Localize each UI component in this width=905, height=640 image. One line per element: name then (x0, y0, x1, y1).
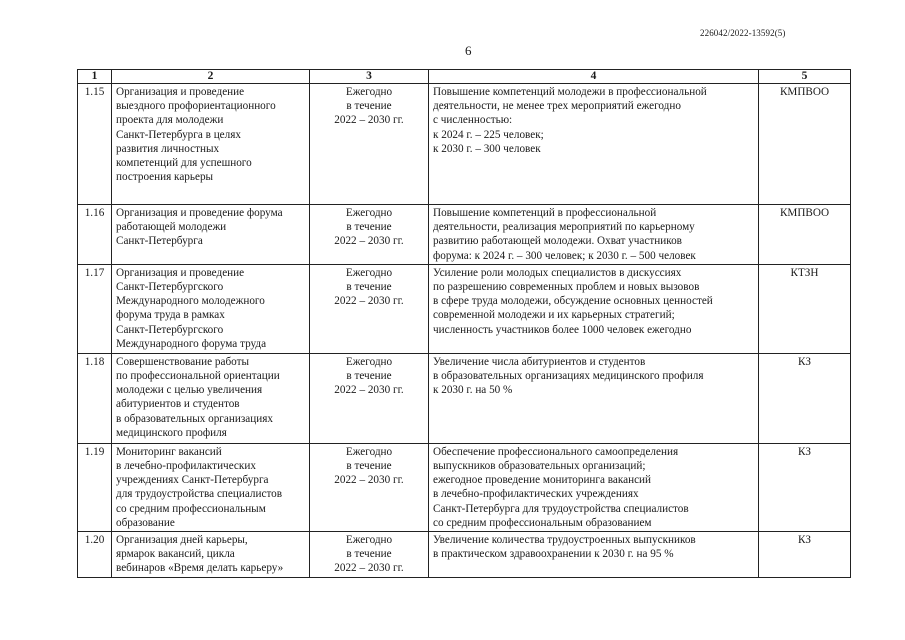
cell-text-line: Ежегодно (345, 445, 393, 458)
table-row (78, 84, 851, 205)
cell-text-line: деятельности, реализация мероприятий по карьерному (433, 221, 695, 234)
executor-cell: КТЗН (759, 264, 851, 353)
cell-text-line: в образовательных организациях медицинского профиля (433, 370, 704, 383)
table-header-row (78, 70, 851, 84)
result-cell (429, 205, 759, 265)
cell-text-line: в течение (346, 460, 392, 473)
term-cell (310, 264, 429, 353)
table-row (78, 532, 851, 578)
cell-text-line: Повышение компетенций в профессиональной (433, 207, 657, 219)
cell-text-line: в течение (346, 548, 392, 561)
cell-text-line: медицинского профиля (116, 426, 227, 439)
table-row (78, 443, 851, 531)
cell-text-line: Международного молодежного (116, 295, 265, 308)
cell-text-line: в сфере труда молодежи, обсуждение основных ценностей (433, 295, 713, 308)
result-cell (429, 264, 759, 353)
cell-text-line: выпускников образовательных организаций; (433, 460, 646, 473)
cell-text-line: учреждениях Санкт-Петербурга (116, 474, 269, 487)
cell-text-line: ярмарок вакансий, цикла (116, 548, 235, 561)
cell-text-line: со средним профессиональным (116, 502, 266, 515)
cell-text-line: Обеспечение профессионального самоопределения (433, 445, 679, 458)
cell-text-line: со средним профессиональным образованием (433, 516, 652, 529)
executor-cell: КЗ (759, 443, 851, 531)
executor-cell: КМПВОО (759, 84, 851, 205)
term-cell (310, 353, 429, 443)
column-header: 3 (310, 70, 429, 84)
executor-cell: КМПВОО (759, 205, 851, 265)
cell-text-line: Ежегодно (345, 355, 393, 368)
activity-cell (112, 532, 310, 578)
cell-text-line: развитию работающей молодежи. Охват участников (433, 235, 682, 248)
cell-text-line: для трудоустройства специалистов (116, 488, 283, 501)
cell-text-line: численность участников более 1000 человек ежегодно (433, 323, 692, 336)
cell-text-line: в течение (346, 221, 392, 234)
table-row (78, 264, 851, 353)
item-number-cell: 1.17 (78, 264, 112, 353)
cell-text-line: Ежегодно (345, 534, 393, 547)
cell-text-line: форума труда в рамках (116, 309, 225, 322)
cell-text-line: ежегодное проведение мониторинга вакансий (433, 474, 652, 487)
cell-text-line: Ежегодно (345, 86, 393, 98)
term-cell (310, 205, 429, 265)
table-row (78, 205, 851, 265)
cell-text-line: 2022 – 2030 гг. (334, 235, 404, 248)
cell-text-line: в течение (346, 281, 392, 294)
cell-text-line: выездного профориентационного (116, 100, 276, 113)
activity-cell (112, 353, 310, 443)
cell-text-line: Усиление роли молодых специалистов в дискуссиях (433, 266, 682, 279)
cell-text-line: к 2024 г. – 225 человек; (433, 128, 544, 141)
cell-text-line: Организация и проведение (116, 86, 245, 98)
term-cell (310, 443, 429, 531)
cell-text-line: Организация и проведение форума (116, 207, 283, 219)
cell-text-line: Совершенствование работы (116, 355, 249, 368)
activity-cell (112, 264, 310, 353)
cell-text-line: 2022 – 2030 гг. (334, 295, 404, 308)
column-header: 4 (429, 70, 759, 84)
cell-text-line: Санкт-Петербургского (116, 323, 224, 336)
cell-text-line: Санкт-Петербургского (116, 281, 224, 294)
cell-text-line: в практическом здравоохранении к 2030 г. на 95 % (433, 548, 674, 561)
term-cell (310, 532, 429, 578)
item-number-cell: 1.15 (78, 84, 112, 205)
result-cell (429, 443, 759, 531)
item-number-cell: 1.19 (78, 443, 112, 531)
item-number-cell: 1.20 (78, 532, 112, 578)
cell-text-line: в течение (346, 370, 392, 383)
cell-text-line: построения карьеры (116, 171, 214, 184)
document-id: 226042/2022-13592(5) (700, 28, 786, 38)
cell-text-line: Санкт-Петербурга в целях (116, 128, 241, 141)
table-body (78, 84, 851, 578)
cell-text-line: работающей молодежи (116, 221, 227, 234)
cell-text-line: к 2030 г. – 300 человек (433, 142, 541, 155)
cell-text-line: вебинаров «Время делать карьеру» (116, 562, 284, 575)
cell-text-line: компетенций для успешного (116, 157, 252, 170)
cell-text-line: современной молодежи и их карьерных стратегий; (433, 309, 675, 322)
cell-text-line: 2022 – 2030 гг. (334, 384, 404, 397)
cell-text-line: абитуриентов и студентов (116, 398, 240, 411)
cell-text-line: Ежегодно (345, 207, 393, 219)
term-cell (310, 84, 429, 205)
table-row (78, 353, 851, 443)
cell-text-line: по разрешению современных проблем и новых вызовов (433, 281, 700, 294)
column-header: 2 (112, 70, 310, 84)
cell-text-line: 2022 – 2030 гг. (334, 562, 404, 575)
cell-text-line: Увеличение количества трудоустроенных выпускников (433, 534, 696, 547)
result-cell (429, 84, 759, 205)
item-number-cell: 1.16 (78, 205, 112, 265)
executor-cell: КЗ (759, 353, 851, 443)
cell-text-line: с численностью: (433, 114, 513, 127)
cell-text-line: Организация дней карьеры, (116, 534, 248, 547)
cell-text-line: развития личностных (116, 142, 220, 155)
cell-text-line: проекта для молодежи (116, 114, 224, 127)
cell-text-line: Санкт-Петербурга для трудоустройства специалистов (433, 502, 689, 515)
column-header: 5 (759, 70, 851, 84)
page-number: 6 (465, 43, 472, 58)
cell-text-line: образование (116, 516, 175, 529)
activity-cell (112, 205, 310, 265)
cell-text-line: деятельности, не менее трех мероприятий ежегодно (433, 100, 681, 113)
column-header: 1 (78, 70, 112, 84)
cell-text-line: в лечебно-профилактических (116, 460, 256, 473)
cell-text-line: 2022 – 2030 гг. (334, 114, 404, 127)
cell-text-line: Санкт-Петербурга (116, 235, 203, 248)
activity-cell (112, 443, 310, 531)
plan-table (77, 69, 851, 578)
cell-text-line: 2022 – 2030 гг. (334, 474, 404, 487)
cell-text-line: по профессиональной ориентации (116, 370, 280, 383)
item-number-cell: 1.18 (78, 353, 112, 443)
cell-text-line: Увеличение числа абитуриентов и студентов (433, 355, 646, 368)
cell-text-line: Организация и проведение (116, 266, 245, 279)
cell-text-line: в лечебно-профилактических учреждениях (433, 488, 639, 501)
cell-text-line: Ежегодно (345, 266, 393, 279)
executor-cell: КЗ (759, 532, 851, 578)
cell-text-line: в образовательных организациях (116, 412, 273, 425)
result-cell (429, 532, 759, 578)
cell-text-line: в течение (346, 100, 392, 113)
cell-text-line: Мониторинг вакансий (116, 445, 222, 458)
cell-text-line: к 2030 г. на 50 % (433, 384, 513, 397)
activity-cell (112, 84, 310, 205)
cell-text-line: Повышение компетенций молодежи в профессиональной (433, 86, 707, 98)
cell-text-line: Международного форума труда (116, 337, 267, 350)
cell-text-line: молодежи с целью увеличения (116, 384, 263, 397)
cell-text-line: форума: к 2024 г. – 300 человек; к 2030 г. – 500 человек (433, 249, 696, 262)
result-cell (429, 353, 759, 443)
